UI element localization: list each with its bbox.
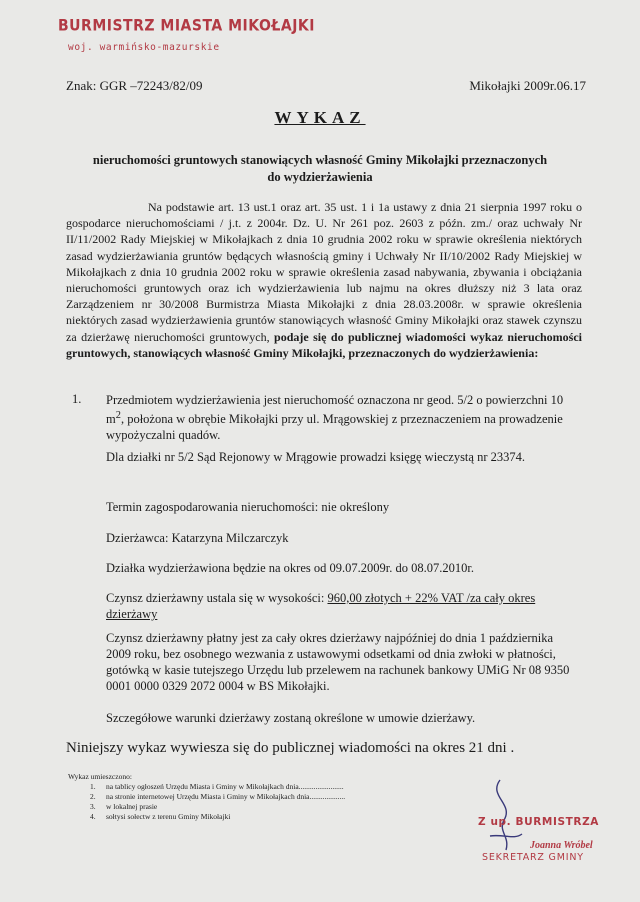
property-description-b: , położona w obrębie Mikołajki przy ul. Mrągowskiej z przeznaczeniem na prowadzenie wypożyczalni quadów.	[106, 412, 563, 443]
distribution-item-number: 4.	[90, 812, 96, 821]
development-term: Termin zagospodarowania nieruchomości: nie określony	[106, 500, 390, 514]
list-item-number: 1.	[72, 392, 82, 406]
distribution-item-text: w lokalnej prasie	[106, 802, 158, 811]
distribution-title: Wykaz umieszczono:	[68, 772, 132, 781]
rent-amount-value: 960,00 złotych + 22% VAT /za cały okres dzierżawy	[106, 591, 536, 621]
lease-period: Działka wydzierżawiona będzie na okres od 09.07.2009r. do 08.07.2010r.	[106, 561, 474, 575]
distribution-item-text: na tablicy ogłoszeń Urzędu Miasta i Gminy w Mikołajkach dnia........................	[106, 782, 344, 791]
document-date: Mikołajki 2009r.06.17	[469, 78, 586, 93]
intro-bold-text: podaje się do publicznej wiadomości wykaz nieruchomości gruntowych, stanowiących własność Gminy Mikołajki, przeznaczonych do wydzierżawienia:	[66, 329, 582, 360]
area-unit-superscript: 2	[115, 410, 121, 421]
subtitle-line-2: do wydzierżawienia	[267, 170, 373, 184]
distribution-item-text: na stronie internetowej Urzędu Miasta i Gminy w Mikołajkach dnia...................	[106, 792, 346, 801]
rent-amount-label: Czynsz dzierżawny ustala się w wysokości:	[106, 591, 328, 605]
distribution-item	[64, 792, 346, 802]
distribution-item-number: 3.	[90, 802, 96, 811]
subtitle-line-1: nieruchomości gruntowych stanowiących własność Gminy Mikołajki przeznaczonych	[92, 153, 548, 167]
intro-text: Na podstawie art. 13 ust.1 oraz art. 35 ust. 1 i 1a ustawy z dnia 21 sierpnia 1997 roku o gospodarce nieruchomościami / j.t. z 2004r. Dz. U. Nr 261 poz. 2603 z późn. zm./ oraz uchwały Nr II/11/2002 Rady Miejskiej w Mikołajkach z dnia 10 grudnia 2002 roku w sprawie określenia niektórych zasad wydzierżawiania gruntów będących własnością gminy i Uchwały Nr II/10/2002 Rady Miejskiej w Mikołajkach z dnia 10 grudnia 2002 roku w sprawie określenia zasad nabywania, zbywania i obciążania nieruchomości gruntowych oraz ich wydzierżawienia lub najmu na okres dłuższy niż 3 lata oraz Zarządzeniem nr 30/2008 Burmistrza Miasta Mikołajki z dnia 28.03.2008r. w sprawie określenia niektórych zasad wydzierżawienia gruntów stanowiących własność Gminy Mikołajki oraz stawek czynszu za dzierżawę nieruchomości gruntowych,	[66, 200, 582, 344]
distribution-list	[64, 772, 346, 822]
payment-terms: Czynsz dzierżawny płatny jest za cały okres dzierżawy najpóźniej do dnia 1 października 2009 roku, bez osobnego wezwania z ustawowymi odsetkami od dnia zwłoki w płatności, gotówką w kasie tutejszego Urzędu lub przelewem na rachunek bankowy UMiG Nr 08 9350 0001 0000 0329 2072 0004 w BS Mikołajki.	[106, 631, 570, 693]
signatory-role: SEKRETARZ GMINY	[482, 852, 584, 863]
distribution-item-text: sołtysi sołectw z terenu Gminy Mikołajki	[106, 812, 231, 821]
office-stamp-region: woj. warmińsko-mazurskie	[68, 42, 220, 53]
document-subtitle	[60, 152, 580, 186]
document-title	[0, 108, 640, 128]
lease-conditions: Szczegółowe warunki dzierżawy zostaną określone w umowie dzierżawy.	[106, 711, 476, 725]
land-register-info: Dla działki nr 5/2 Sąd Rejonowy w Mrągowie prowadzi księgę wieczystą nr 23374.	[106, 450, 525, 464]
document-title-text: WYKAZ	[274, 108, 366, 127]
property-description-a: Przedmiotem wydzierżawienia jest nieruchomość oznaczona nr geod. 5/2 o powierzchni 10 m	[106, 393, 564, 427]
distribution-item-number: 2.	[90, 792, 96, 801]
reference-number: Znak: GGR –72243/82/09	[66, 78, 203, 93]
lessee-info: Dzierżawca: Katarzyna Milczarczyk	[106, 531, 289, 545]
property-description	[106, 392, 576, 443]
rent-amount	[106, 590, 576, 622]
distribution-item	[64, 802, 158, 812]
office-stamp-title: BURMISTRZ MIASTA MIKOŁAJKI	[58, 16, 315, 36]
signatory-name: Joanna Wróbel	[530, 840, 593, 851]
distribution-item	[64, 812, 231, 822]
distribution-item-number: 1.	[90, 782, 96, 791]
closing-statement: Niniejszy wykaz wywiesza się do publicznej wiadomości na okres 21 dni .	[66, 740, 515, 756]
signature-authority: Z up. BURMISTRZA	[478, 816, 600, 828]
distribution-item	[64, 782, 344, 792]
intro-paragraph	[66, 199, 582, 361]
